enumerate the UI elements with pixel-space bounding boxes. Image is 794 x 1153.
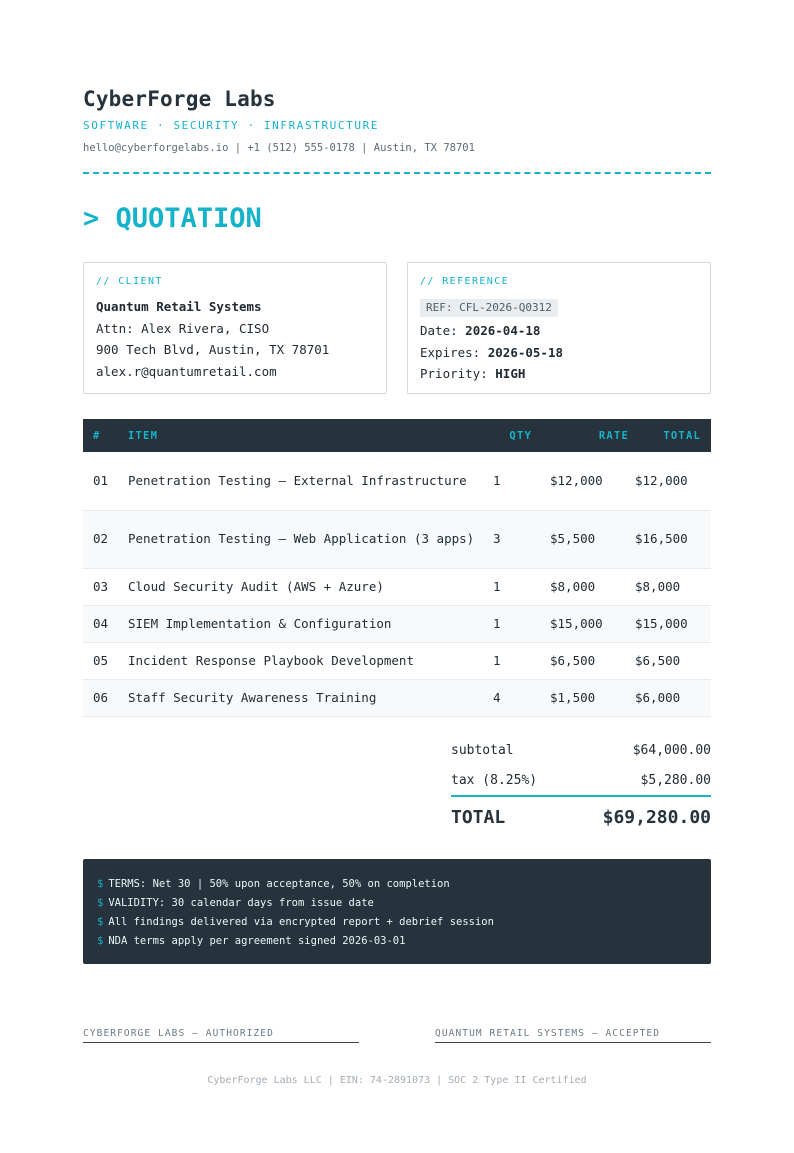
reference-label: // REFERENCE: [420, 276, 510, 287]
date-label: Date:: [420, 323, 458, 338]
reference-date: [420, 320, 698, 342]
client-address: 900 Tech Blvd, Austin, TX 78701: [96, 342, 330, 357]
table-row: [83, 510, 711, 568]
signature-line-vendor[interactable]: CYBERFORGE LABS — AUTHORIZED: [83, 1028, 359, 1043]
client-card: [83, 262, 387, 394]
row-item: Incident Response Playbook Development: [128, 642, 493, 679]
term-text: NDA terms apply per agreement signed 2026-03-01: [108, 935, 406, 947]
tax-row: [451, 765, 711, 795]
row-total: $15,000: [635, 605, 711, 642]
footer-text: CyberForge Labs LLC | EIN: 74-2891073 | SOC 2 Type II Certified: [207, 1075, 587, 1086]
header-item: ITEM: [128, 429, 159, 442]
row-rate: $1,500: [550, 679, 635, 716]
company-tagline: SOFTWARE · SECURITY · INFRASTRUCTURE: [83, 119, 380, 132]
client-label: // CLIENT: [96, 276, 163, 287]
tax-value: $5,280.00: [640, 772, 711, 788]
row-item: SIEM Implementation & Configuration: [128, 605, 493, 642]
reference-card: [407, 262, 711, 394]
reference-expires: [420, 342, 698, 364]
signature-line-client[interactable]: QUANTUM RETAIL SYSTEMS — ACCEPTED: [435, 1028, 711, 1043]
term-text: TERMS: Net 30 | 50% upon acceptance, 50% on completion: [108, 878, 450, 890]
totals-block: [451, 735, 711, 828]
row-total: $8,000: [635, 568, 711, 605]
header-qty: QTY: [509, 429, 532, 442]
row-number: 06: [83, 679, 128, 716]
prompt-icon: $: [97, 878, 104, 890]
table-row: [83, 679, 711, 716]
document-title: > QUOTATION: [83, 203, 262, 234]
row-total: $12,000: [635, 452, 711, 510]
line-items-table: [83, 419, 711, 717]
row-number: 02: [83, 510, 128, 568]
term-line: [97, 875, 697, 894]
row-rate: $8,000: [550, 568, 635, 605]
table-row: [83, 605, 711, 642]
row-number: 03: [83, 568, 128, 605]
row-total: $6,500: [635, 642, 711, 679]
subtotal-row: [451, 735, 711, 765]
grand-total-value: $69,280.00: [602, 807, 711, 828]
grand-total-row: [451, 807, 711, 828]
priority-value: HIGH: [495, 366, 526, 381]
tax-label: tax (8.25%): [451, 772, 538, 788]
row-rate: $12,000: [550, 452, 635, 510]
prompt-icon: $: [97, 897, 104, 909]
terms-panel: [83, 859, 711, 964]
prompt-icon: $: [97, 935, 104, 947]
table-row: [83, 452, 711, 510]
header-rate: RATE: [598, 429, 629, 442]
expires-label: Expires:: [420, 344, 481, 360]
header-total: TOTAL: [663, 429, 701, 442]
term-text: All findings delivered via encrypted report + debrief session: [108, 916, 494, 928]
term-text: VALIDITY: 30 calendar days from issue date: [108, 897, 374, 909]
grand-total-label: TOTAL: [451, 807, 506, 828]
subtotal-label: subtotal: [451, 742, 514, 758]
row-rate: $6,500: [550, 642, 635, 679]
client-email: alex.r@quantumretail.com: [96, 363, 277, 379]
reference-number: REF: CFL-2026-Q0312: [420, 299, 558, 317]
subtotal-value: $64,000.00: [632, 742, 711, 758]
row-item: Cloud Security Audit (AWS + Azure): [128, 568, 493, 605]
header-number: #: [93, 429, 101, 442]
row-item: Penetration Testing — Web Application (3 apps): [128, 510, 493, 568]
table-header-row: [83, 419, 711, 452]
table-row: [83, 568, 711, 605]
row-item: Staff Security Awareness Training: [128, 679, 493, 716]
date-value: 2026-04-18: [465, 323, 541, 338]
row-total: $16,500: [635, 510, 711, 568]
row-qty: 1: [493, 642, 550, 679]
row-qty: 3: [493, 510, 550, 568]
row-rate: $5,500: [550, 510, 635, 568]
row-total: $6,000: [635, 679, 711, 716]
row-number: 01: [83, 452, 128, 510]
priority-label: Priority:: [420, 366, 488, 381]
client-attn: Attn: Alex Rivera, CISO: [96, 320, 270, 336]
row-rate: $15,000: [550, 605, 635, 642]
term-line: [97, 913, 697, 932]
expires-value: 2026-05-18: [487, 344, 564, 360]
prompt-icon: $: [97, 916, 104, 928]
company-name: CyberForge Labs: [83, 87, 276, 111]
row-number: 05: [83, 642, 128, 679]
row-qty: 1: [493, 605, 550, 642]
totals-divider: [451, 795, 711, 797]
row-qty: 4: [493, 679, 550, 716]
row-number: 04: [83, 605, 128, 642]
row-qty: 1: [493, 568, 550, 605]
client-name: Quantum Retail Systems: [96, 299, 262, 314]
term-line: [97, 894, 697, 913]
row-item: Penetration Testing — External Infrastructure: [128, 452, 493, 510]
term-line: [97, 932, 697, 951]
company-contact: hello@cyberforgelabs.io | +1 (512) 555-0178 | Austin, TX 78701: [83, 142, 475, 154]
reference-priority: [420, 363, 698, 385]
header-divider: [83, 172, 711, 174]
table-row: [83, 642, 711, 679]
row-qty: 1: [493, 452, 550, 510]
